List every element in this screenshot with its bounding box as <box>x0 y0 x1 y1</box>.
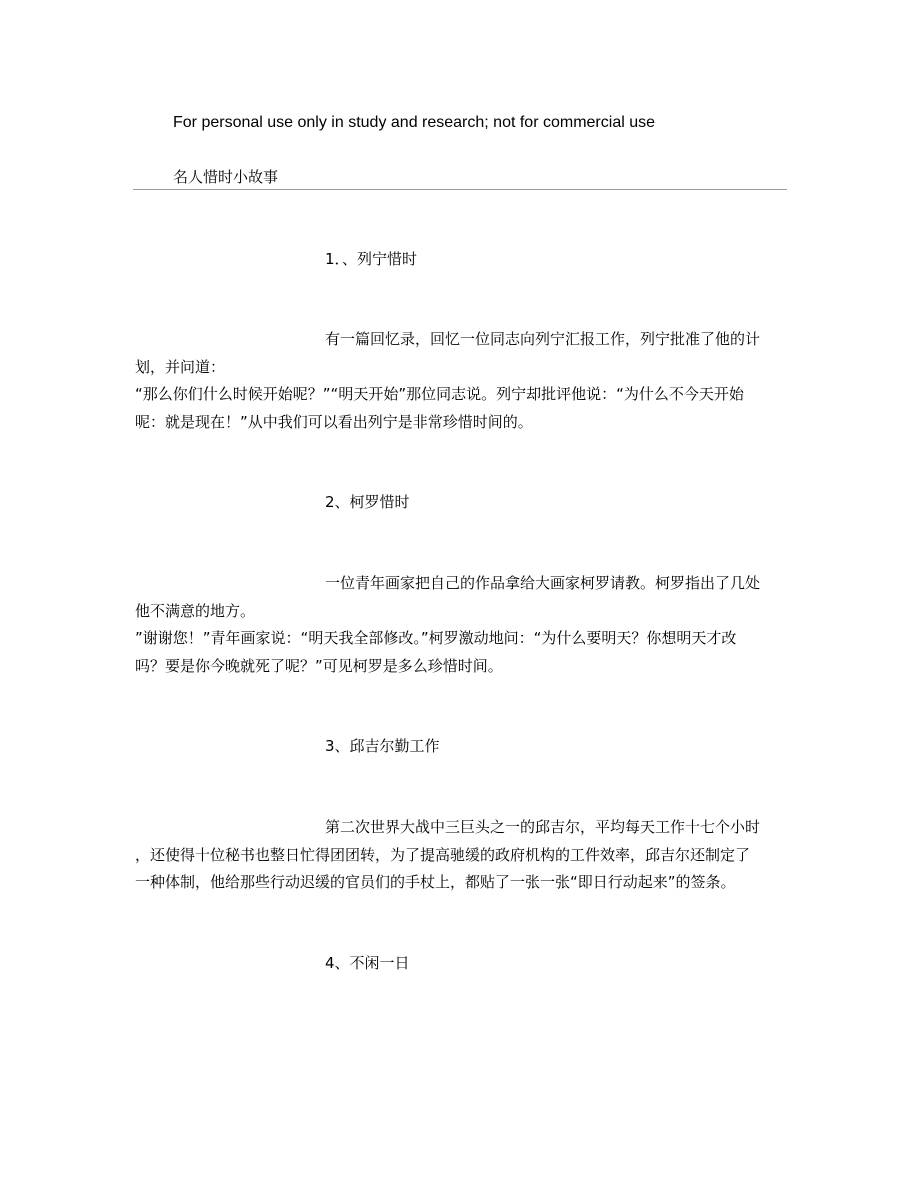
story-3-paragraph <box>135 814 787 897</box>
story-1-line-3: “那么你们什么时候开始呢？”“明天开始”那位同志说。列宁却批评他说：“为什么不今天开始 <box>135 385 744 403</box>
story-2-line-3: ”谢谢您！”青年画家说：“明天我全部修改。”柯罗激动地问：“为什么要明天？你想明天才改 <box>135 629 737 647</box>
story-2-line-4: 吗？要是你今晚就死了呢？”可见柯罗是多么珍惜时间。 <box>135 656 503 675</box>
story-1-heading: 1．、列宁惜时 <box>325 250 418 268</box>
story-3-line-2: ，还使得十位秘书也整日忙得团团转，为了提高驰缓的政府机构的工件效率，邱吉尔还制定了 <box>135 845 751 864</box>
story-1-paragraph <box>135 326 787 436</box>
story-3-heading: 3、邱吉尔勤工作 <box>325 737 440 755</box>
story-2-heading: 2、柯罗惜时 <box>325 493 410 511</box>
story-2-line-2: 他不满意的地方。 <box>135 601 256 620</box>
header-divider <box>133 189 787 190</box>
story-3-line-1: 第二次世界大战中三巨头之一的邱吉尔，平均每天工作十七个小时 <box>325 818 761 836</box>
story-1-line-4: 呢：就是现在！”从中我们可以看出列宁是非常珍惜时间的。 <box>135 412 533 431</box>
story-1-line-2: 划，并问道： <box>135 357 226 376</box>
usage-notice: For personal use only in study and research; not for commercial use <box>173 114 656 131</box>
page-header-title: 名人惜时小故事 <box>173 168 279 186</box>
story-3-line-3: 一种体制，他给那些行动迟缓的官员们的手杖上，都贴了一张一张“即日行动起来”的签条。 <box>135 873 736 891</box>
story-4-heading: 4、不闲一日 <box>325 954 410 972</box>
story-2-line-1: 一位青年画家把自己的作品拿给大画家柯罗请教。柯罗指出了几处 <box>325 574 761 592</box>
story-2-paragraph <box>135 570 787 680</box>
story-1-line-1: 有一篇回忆录，回忆一位同志向列宁汇报工作，列宁批准了他的计 <box>325 330 761 348</box>
